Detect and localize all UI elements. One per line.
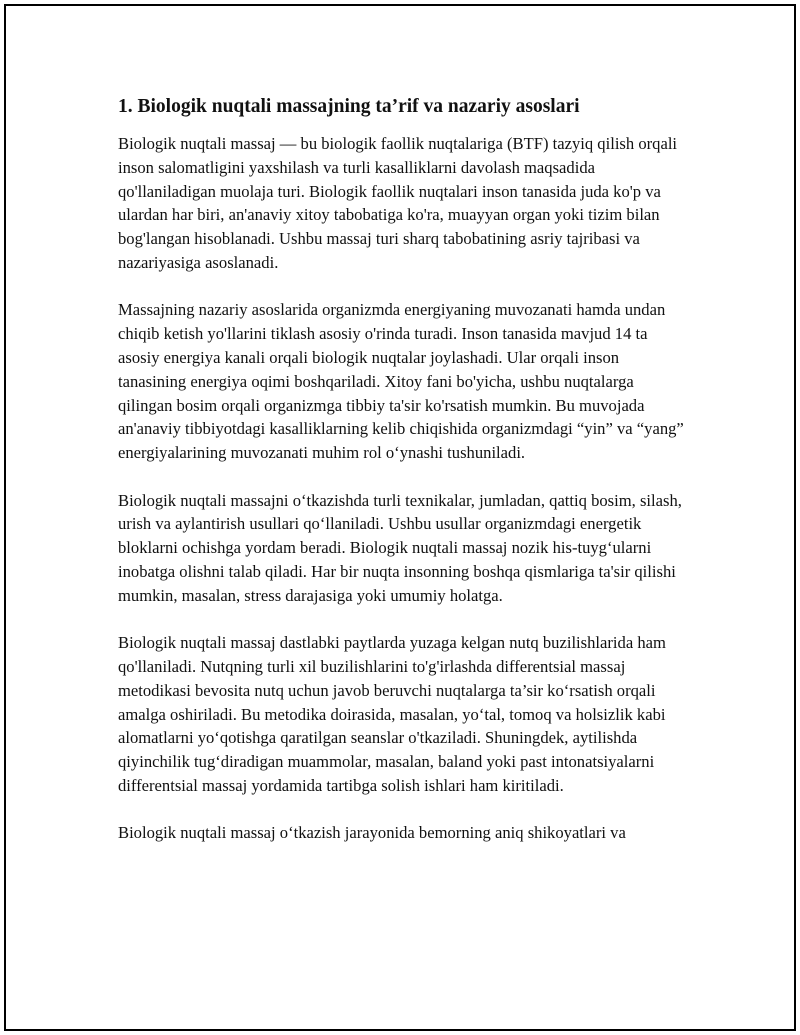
paragraph-theory: Massajning nazariy asoslarida organizmda energiyaning muvozanati hamda undan chiqib ketish yo'llarini tiklash asosiy o'rinda turadi. Inson tanasida mavjud 14 ta asosiy energiya kanali orqali biologik nuqtalar joylashadi. Ular orqali inson tanasining energiya oqimi boshqariladi. Xitoy fani bo'yicha, ushbu nuqtalarga qilingan bosim orqali organizmga tibbiy ta'sir ko'rsatish mumkin. Bu muvojada an'anaviy tibbiyotdagi kasalliklarning kelib chiqishida organizmdagi “yin” va “yang” energiyalarining muvozanati muhim rol o‘ynashi tushuniladi.	[118, 300, 684, 463]
paragraph-definition: Biologik nuqtali massaj — bu biologik faollik nuqtalariga (BTF) tazyiq qilish orqali inson salomatligini yaxshilash va turli kasalliklarni davolash maqsadida qo'llaniladigan muolaja turi. Biologik faollik nuqtalari inson tanasida juda ko'p va ulardan har biri, an'anaviy xitoy tabobatiga ko'ra, muayyan organ yoki tizim bilan bog'langan hisoblanadi. Ushbu massaj turi sharq tabobatining asriy tajribasi va nazariyasiga asoslanadi.	[118, 134, 678, 272]
section-heading: 1. Biologik nuqtali massajning ta’rif va nazariy asoslari	[118, 96, 580, 117]
document-body	[118, 94, 686, 869]
paragraph-speech-disorders: Biologik nuqtali massaj dastlabki paytlarda yuzaga kelgan nutq buzilishlarida ham qo'llaniladi. Nutqning turli xil buzilishlarini to'g'irlashda differentsial massaj metodikasi bevosita nutq uchun javob beruvchi nuqtalarga ta’sir ko‘rsatish orqali amalga oshiriladi. Bu metodika doirasida, masalan, yo‘tal, tomoq va holsizlik kabi alomatlarni yo‘qotishga qaratilgan seanslar o'tkaziladi. Shuningdek, aytilishda qiyinchilik tug‘diradigan muammolar, masalan, baland yoki past intonatsiyalarni differentsial massaj yordamida tartibga solish ishlari ham kiritiladi.	[118, 633, 666, 795]
paragraph-techniques: Biologik nuqtali massajni o‘tkazishda turli texnikalar, jumladan, qattiq bosim, silash, urish va aylantirish usullari qo‘llaniladi. Ushbu usullar organizmdagi energetik bloklarni ochishga yordam beradi. Biologik nuqtali massaj nozik his-tuyg‘ularni inobatga olishni talab qiladi. Har bir nuqta insonning boshqa qismlariga ta'sir qilishi mumkin, masalan, stress darajasiga yoki umumiy holatga.	[118, 490, 682, 605]
paragraph-procedure: Biologik nuqtali massaj o‘tkazish jarayonida bemorning aniq shikoyatlari va	[118, 823, 626, 843]
